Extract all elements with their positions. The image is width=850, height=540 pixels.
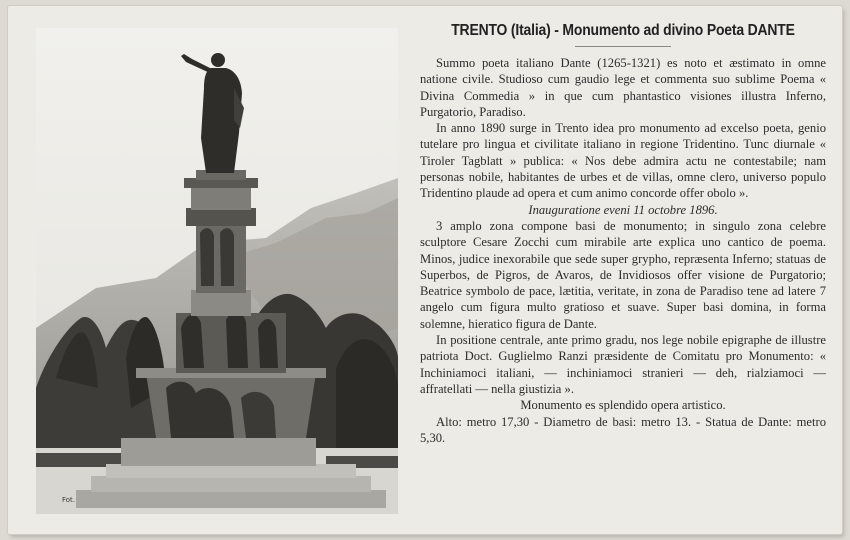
monument-photo [36, 28, 398, 514]
photographer-mark: Fot. [62, 496, 76, 504]
paragraph-monument-idea: In anno 1890 surge in Trento idea pro monumento ad excelso poeta, genio tutelare pro lingua et civilitate italiano in regione Tridentino. Tunc diurnale « Tiroler Tagblatt » publica: « Nos debe admira actu ne contestabile; nam personas nobile, habitantes de urbes et de villas, omne clero, universo populo Tridentino plaude ad opera et cum animo concorde offer obolo ». [420, 121, 826, 201]
paragraph-splendid: Monumento es splendido opera artistico. [520, 398, 726, 413]
postcard-title: TRENTO (Italia) - Monumento ad divino Poeta DANTE [451, 22, 795, 39]
paragraph-epigraph: In positione centrale, ante primo gradu, nos lege nobile epigraphe de illustre patriota Doct. Guglielmo Ranzi præsidente de Comitatu pro Monumento: « Inchiniamoci italiani, — inchiniamoci stranieri — deh, rialziamoci — affratellati — nella giustizia ». [420, 333, 826, 396]
paragraph-inauguration: Inauguratione eveni 11 octobre 1896. [528, 202, 718, 217]
description-text [420, 55, 826, 446]
postcard [8, 6, 842, 534]
paragraph-dimensions: Alto: metro 17,30 - Diametro de basi: metro 13. - Statua de Dante: metro 5,30. [420, 414, 826, 445]
paragraph-dante-intro: Summo poeta italiano Dante (1265-1321) es noto et æstimato in omne natione civile. Studioso cum gaudio lege et commenta suo sublime Poema « Divina Commedia » in que cum phantastico visiones illustra Inferno, Purgatorio, Paradiso. [420, 56, 826, 119]
sculpture-group [136, 368, 326, 438]
middle-tier [176, 311, 286, 373]
dante-monument-illustration [36, 28, 398, 514]
description-column [420, 22, 826, 534]
title-divider [575, 46, 671, 47]
paragraph-base-zones: 3 amplo zona compone basi de monumento; in singulo zona celebre sculptore Cesare Zocchi cum mirabile arte explica uno cantico de poema. Minos, judice inexorabile que sede super grypho, repræsenta Inferno; statuas de Superbos, de Pigros, de Avaros, de Invidiosos offer visione de Purgatorio; Beatrice symbolo de pace, lætitia, veritate, in zona de Paradiso tene ad latere 7 angelo cum figura multo gratioso et suave. Super basi domina, in forma solemne, hieratico figura de Dante. [420, 218, 826, 331]
